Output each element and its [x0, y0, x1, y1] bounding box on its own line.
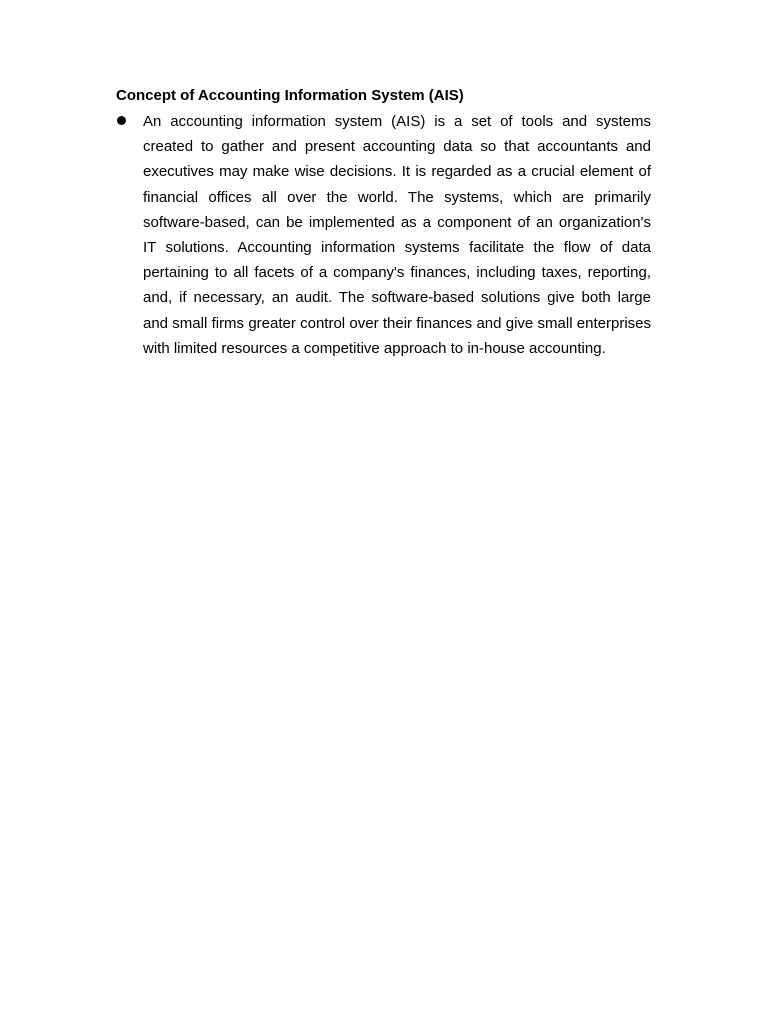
bullet-item — [116, 109, 651, 361]
bullet-dot-icon — [117, 116, 126, 125]
bullet-list — [116, 109, 651, 361]
bullet-text: An accounting information system (AIS) is a set of tools and systems created to gather and present accounting data so that accountants and executives may make wise decisions. It is regarded as a crucial element of financial offices all over the world. The systems, which are primarily software-based, can be implemented as a component of an organization's IT solutions. Accounting information systems facilitate the flow of data pertaining to all facets of a company's finances, including taxes, reporting, and, if necessary, an audit. The software-based solutions give both large and small firms greater control over their finances and give small enterprises with limited resources a competitive approach to in-house accounting. — [143, 113, 651, 357]
section-heading: Concept of Accounting Information System (AIS) — [116, 87, 464, 104]
